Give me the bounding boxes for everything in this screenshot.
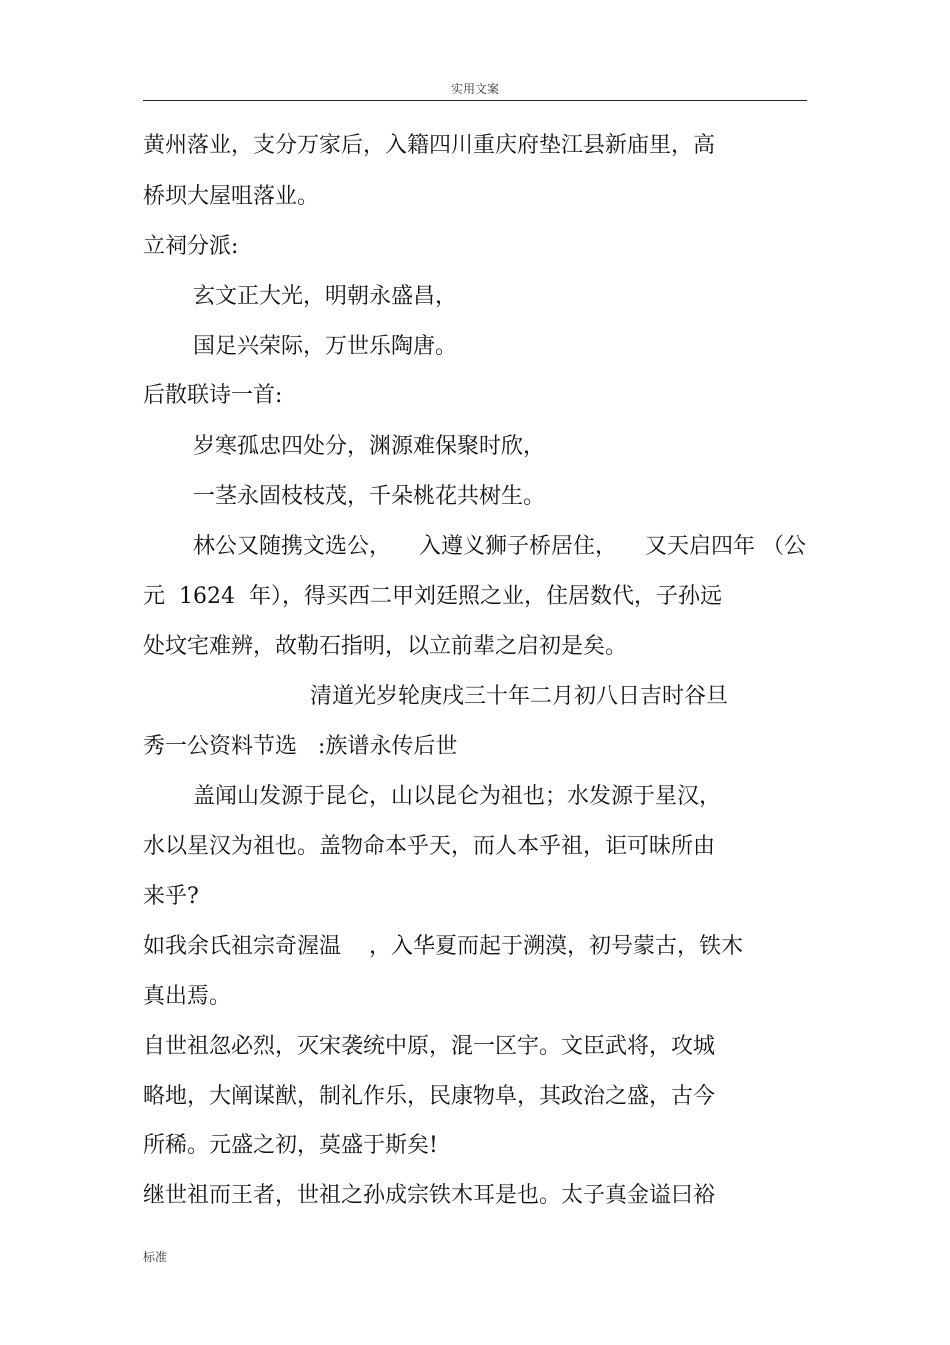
poem-line: 玄文正大光，明朝永盛昌，	[193, 284, 458, 309]
text-line: 桥坝大屋咀落业。	[143, 184, 320, 209]
footer-label: 标准	[143, 1250, 168, 1264]
poem-line: 国足兴荣际，万世乐陶唐。	[193, 334, 458, 359]
section-heading: 立祠分派:	[143, 234, 239, 259]
text-line: 来乎?	[143, 884, 199, 909]
date-line: 清道光岁轮庚戌三十年二月初八日吉时谷旦	[310, 684, 729, 709]
text-line: 继世祖而王者，世祖之孙成宗铁木耳是也。太子真金谥曰裕	[143, 1183, 716, 1208]
header-title: 实用文案	[450, 82, 499, 96]
text-line: 如我余氏祖宗奇渥温 ，入华夏而起于溯漠，初号蒙古，铁木	[143, 934, 743, 959]
text-line: 真出焉。	[143, 984, 232, 1009]
text-line: 黄州落业，支分万家后，入籍四川重庆府垫江县新庙里，高	[143, 133, 716, 158]
poem-line: 一茎永固枝枝茂，千朵桃花共树生。	[193, 484, 546, 509]
text-line: 元 1624 年），得买西二甲刘廷照之业，住居数代，子孙远	[143, 584, 722, 609]
poem-line: 岁寒孤忠四处分，渊源难保聚时欣，	[193, 434, 546, 459]
header-divider	[143, 100, 807, 101]
text-line: 盖闻山发源于昆仑，山以昆仑为祖也；水发源于星汉，	[193, 784, 722, 809]
text-line: 水以星汉为祖也。盖物命本乎天，而人本乎祖，讵可昧所由	[143, 834, 716, 859]
text-line: 所稀。元盛之初，莫盛于斯矣!	[143, 1133, 438, 1158]
text-line: 自世祖忽必烈，灭宋袭统中原，混一区宇。文臣武将，攻城	[143, 1034, 716, 1059]
section-heading: 秀一公资料节选 :族谱永传后世	[143, 734, 458, 759]
text-line: 略地，大阐谋猷，制礼作乐，民康物阜，其政治之盛，古今	[143, 1084, 716, 1109]
text-line: 处坟宅难辨，故勒石指明，以立前辈之启初是矣。	[143, 634, 628, 659]
text-line: 林公又随携文选公， 入遵义狮子桥居住， 又天启四年 （公	[193, 534, 806, 559]
section-heading: 后散联诗一首:	[143, 383, 283, 408]
